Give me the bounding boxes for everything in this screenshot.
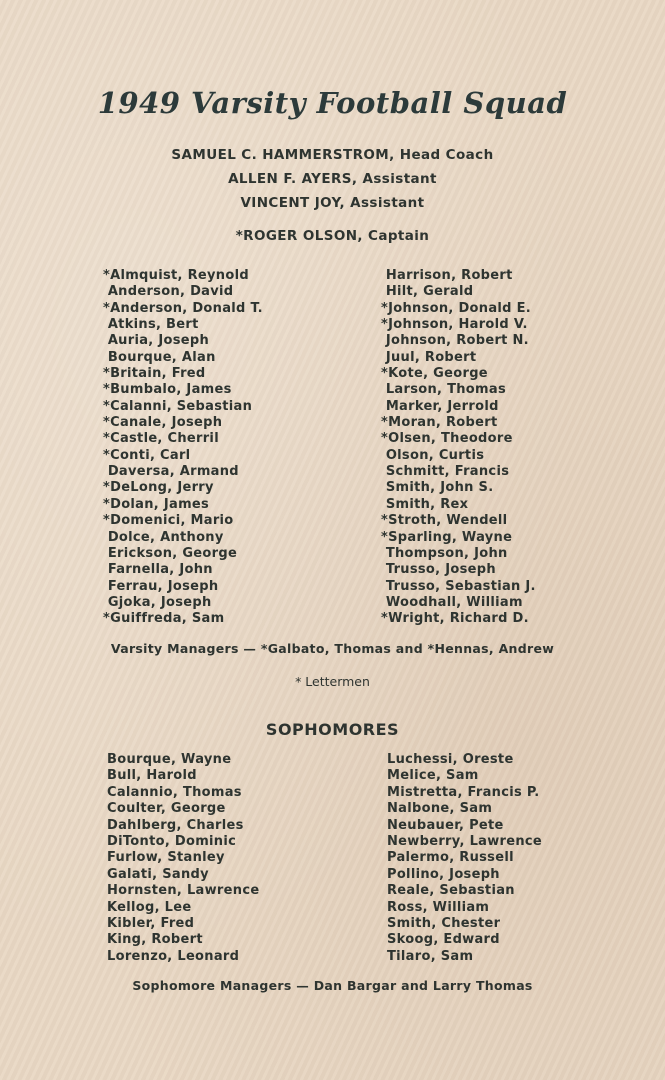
roster-entry: Smith, Rex [381,496,469,512]
roster-entry: Daversa, Armand [103,464,239,480]
sophomore-roster-left [107,752,259,965]
roster-entry: Pollino, Joseph [387,866,500,882]
roster-entry: King, Robert [107,932,203,948]
roster-entry: Nalbone, Sam [387,801,493,817]
roster-entry: Luchessi, Oreste [387,752,514,767]
roster-entry: DiTonto, Dominic [107,833,237,849]
captain-line [0,224,665,248]
roster-entry: Dolce, Anthony [103,529,224,545]
roster-entry: Smith, Chester [387,915,501,931]
sophomores-heading: SOPHOMORES [265,720,400,739]
page-title: 1949 Varsity Football Squad [97,86,568,120]
roster-entry: Harrison, Robert [381,268,513,283]
roster-entry: Smith, John S. [381,480,494,496]
roster-entry: Thompson, John [381,545,508,561]
roster-entry: *Anderson, Donald T. [103,300,263,316]
roster-entry: Bourque, Wayne [107,752,232,767]
roster-entry: Anderson, David [103,284,234,300]
roster-entry: *Conti, Carl [103,447,191,463]
roster-entry: Tilaro, Sam [387,948,474,964]
varsity-managers: Varsity Managers — *Galbato, Thomas and *Hennas, Andrew [110,641,555,656]
roster-entry: Larson, Thomas [381,382,506,398]
lettermen-note: * Lettermen [295,674,370,689]
roster-entry: Coulter, George [107,801,226,817]
assistant-coach-line [0,167,665,191]
roster-entry: *Johnson, Harold V. [381,317,528,333]
roster-entry: *Almquist, Reynold [103,268,249,283]
roster-entry: Bull, Harold [107,768,197,784]
head-coach-role: Head Coach [394,147,494,163]
roster-entry: Schmitt, Francis [381,464,510,480]
coaching-staff [0,143,665,248]
roster-entry: Melice, Sam [387,768,479,784]
roster-entry: Mistretta, Francis P. [387,784,540,800]
roster-entry: Calannio, Thomas [107,784,242,800]
roster-entry: *Domenici, Mario [103,513,234,529]
roster-entry: Hilt, Gerald [381,284,474,300]
roster-entry: *Britain, Fred [103,366,206,382]
captain-name: *ROGER OLSON, [235,228,363,244]
roster-entry: *Wright, Richard D. [381,611,529,627]
roster-entry: *Dolan, James [103,496,210,512]
assistant-coach-line [0,191,665,215]
assistant-coach-name: ALLEN F. AYERS, [228,171,358,187]
roster-entry: Kibler, Fred [107,915,195,931]
roster-entry: Marker, Jerrold [381,398,499,414]
roster-entry: Juul, Robert [381,349,477,365]
roster-entry: Reale, Sebastian [387,883,515,899]
head-coach-line [0,143,665,167]
roster-entry: Galati, Sandy [107,866,209,882]
roster-entry: *Kote, George [381,366,488,382]
head-coach-name: SAMUEL C. HAMMERSTROM, [171,147,395,163]
roster-entry: *Moran, Robert [381,415,498,431]
roster-entry: Atkins, Bert [103,317,199,333]
roster-entry: Erickson, George [103,545,238,561]
roster-entry: Ferrau, Joseph [103,578,219,594]
roster-entry: Trusso, Sebastian J. [381,578,536,594]
roster-entry: Furlow, Stanley [107,850,225,866]
roster-entry: *DeLong, Jerry [103,480,214,496]
roster-entry: *Johnson, Donald E. [381,300,532,316]
roster-entry: *Guiffreda, Sam [103,611,225,627]
varsity-roster-right [381,268,536,628]
sophomore-roster-right [387,752,542,965]
roster-entry: Hornsten, Lawrence [107,883,260,899]
roster-entry: *Calanni, Sebastian [103,398,253,414]
roster-entry: *Castle, Cherril [103,431,219,447]
roster-entry: Olson, Curtis [381,447,485,463]
roster-entry: Bourque, Alan [103,349,216,365]
assistant-coach-role: Assistant [357,171,437,187]
roster-entry: Ross, William [387,899,490,915]
sophomore-managers: Sophomore Managers — Dan Bargar and Larry Thomas [132,978,533,993]
varsity-roster-left [103,268,263,628]
roster-entry: Farnella, John [103,562,213,578]
assistant-coach-role: Assistant [345,195,425,211]
roster-entry: Woodhall, William [381,594,523,610]
roster-entry: Kellog, Lee [107,899,192,915]
roster-entry: Lorenzo, Leonard [107,948,240,964]
roster-entry: *Bumbalo, James [103,382,232,398]
roster-entry: Gjoka, Joseph [103,594,212,610]
roster-entry: Dahlberg, Charles [107,817,244,833]
roster-entry: *Canale, Joseph [103,415,223,431]
roster-entry: *Olsen, Theodore [381,431,513,447]
roster-entry: Auria, Joseph [103,333,210,349]
roster-entry: *Sparling, Wayne [381,529,513,545]
roster-entry: Johnson, Robert N. [381,333,529,349]
roster-entry: Newberry, Lawrence [387,833,543,849]
roster-entry: Neubauer, Pete [387,817,504,833]
roster-entry: Trusso, Joseph [381,562,496,578]
roster-entry: Skoog, Edward [387,932,500,948]
roster-entry: Palermo, Russell [387,850,514,866]
captain-role: Captain [362,228,430,244]
roster-entry: *Stroth, Wendell [381,513,508,529]
assistant-coach-name: VINCENT JOY, [240,195,346,211]
